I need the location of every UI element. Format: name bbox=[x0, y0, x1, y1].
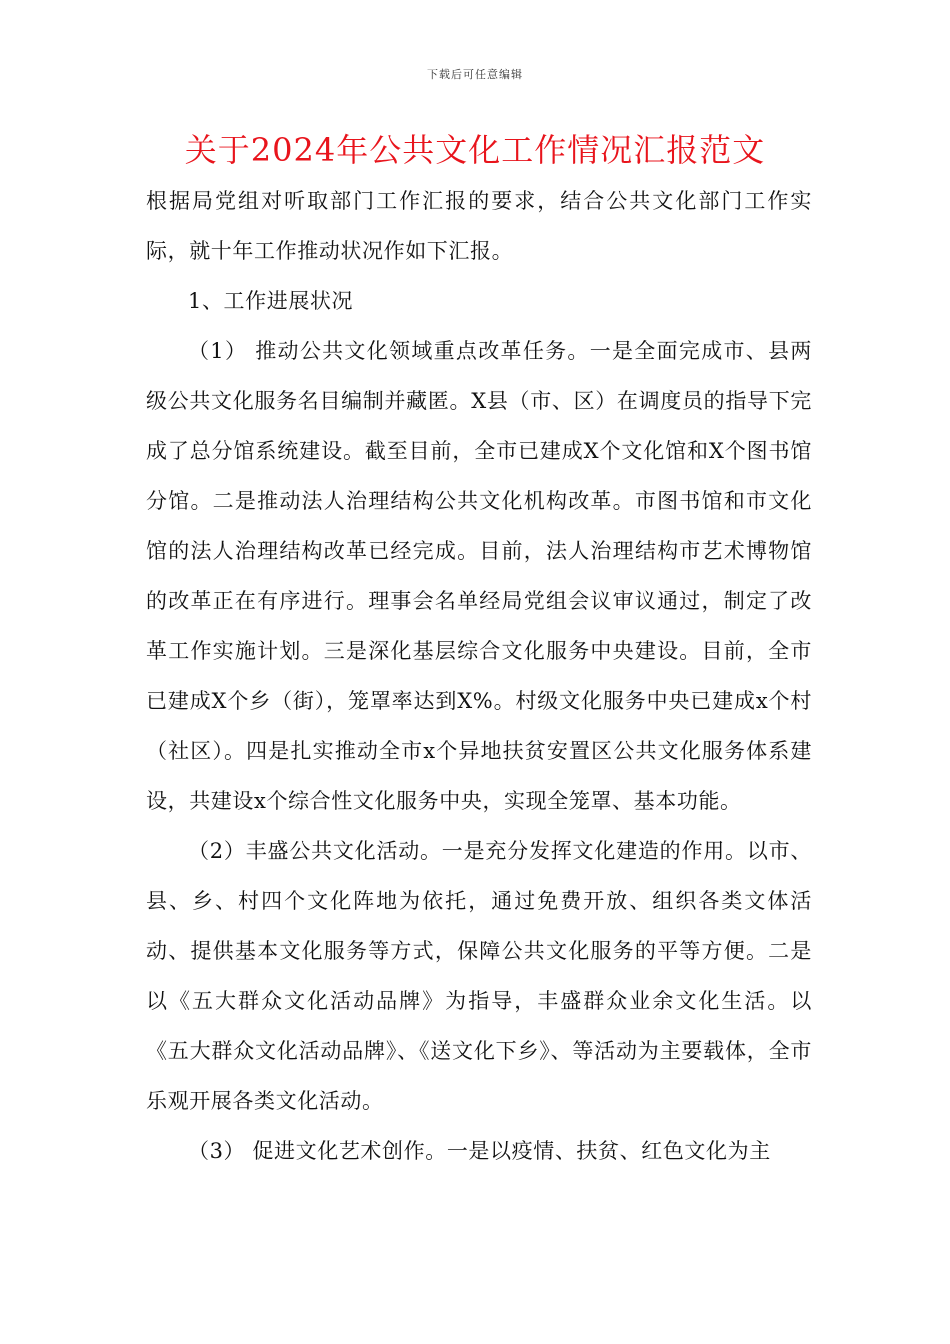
document-title: 关于2024年公共文化工作情况汇报范文 bbox=[184, 131, 766, 169]
intro-paragraph: 根据局党组对听取部门工作汇报的要求，结合公共文化部门工作实际，就十年工作推动状况作如下汇报。 bbox=[146, 189, 812, 263]
body-paragraph-creation: （3） 促进文化艺术创作。一是以疫情、扶贫、红色文化为主 bbox=[188, 1139, 771, 1163]
document-body bbox=[146, 176, 812, 1176]
page-header-note: 下载后可任意编辑 bbox=[427, 68, 523, 81]
section-heading: 1、工作进展状况 bbox=[188, 289, 354, 313]
body-paragraph-reform: （1） 推动公共文化领域重点改革任务。一是全面完成市、县两级公共文化服务名目编制并藏匿。X县（市、区）在调度员的指导下完成了总分馆系统建设。截至目前，全市已建成X个文化馆和X个图书馆分馆。二是推动法人治理结构公共文化机构改革。市图书馆和市文化馆的法人治理结构改革已经完成。目前，法人治理结构市艺术博物馆的改革正在有序进行。理事会名单经局党组会议审议通过，制定了改革工作实施计划。三是深化基层综合文化服务中央建设。目前，全市已建成X个乡（街），笼罩率达到X%。村级文化服务中央已建成x个村（社区）。四是扎实推动全市x个异地扶贫安置区公共文化服务体系建设，共建设x个综合性文化服务中央，实现全笼罩、基本功能。 bbox=[146, 339, 812, 813]
body-paragraph-activities: （2）丰盛公共文化活动。一是充分发挥文化建造的作用。以市、县、乡、村四个文化阵地为依托，通过免费开放、组织各类文体活动、提供基本文化服务等方式，保障公共文化服务的平等方便。二是以《五大群众文化活动品牌》为指导，丰盛群众业余文化生活。以《五大群众文化活动品牌》、《送文化下乡》、等活动为主要载体，全市乐观开展各类文化活动。 bbox=[146, 839, 812, 1113]
